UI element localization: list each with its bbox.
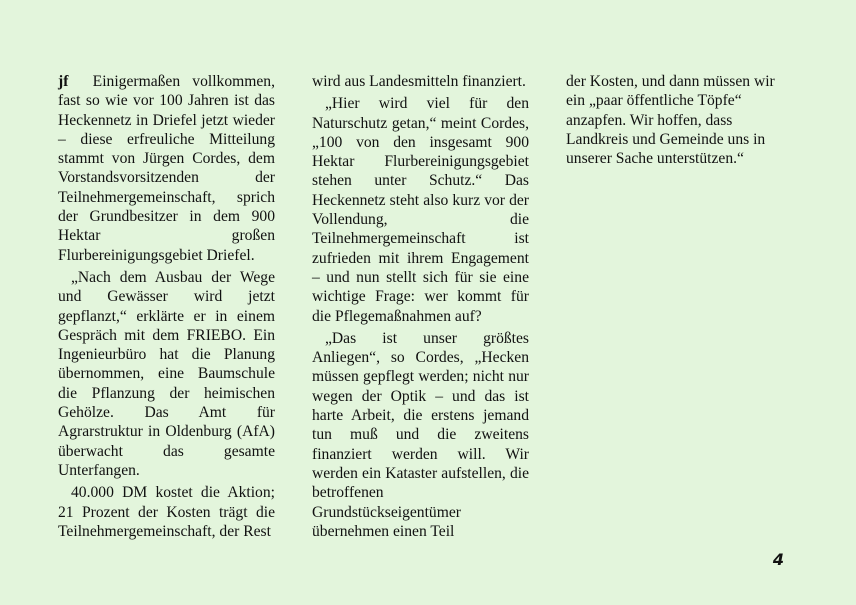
paragraph-text: Einigermaßen vollkommen, fast so wie vor 100 Jahren ist das Heckennetz in Driefel jetzt wieder – diese erfreuliche Mitteilung stammt von Jürgen Cordes, dem Vorstandsvorsitzenden der Teilnehmergemeinschaft, sprich der Grundbesitzer in dem 900 Hektar großen Flurbereinigungsgebiet Driefel. [58,73,276,264]
paragraph: wird aus Landesmitteln finanziert. [312,73,526,90]
author-initials: jf [58,73,69,90]
paragraph: „Das ist unser größtes Anliegen“, so Cordes, „Hecken müssen gepflegt werden; nicht nur wegen der Optik – und das ist harte Arbeit, die erstens jemand tun muß und die zweitens finanziert werden will. Wir werden ein Kataster aufstellen, die betroffenen Grundstückseigentümer übernehmen einen Teil [312,329,529,540]
paragraph: der Kosten, und dann müssen wir ein „paar öffentliche Töpfe“ anzapfen. Wir hoffen, dass Landkreis und Gemeinde uns in unserer Sache unterstützen.“ [566,73,775,168]
paragraph: „Hier wird viel für den Naturschutz getan,“ meint Cordes, „100 von den insgesamt 900 Hektar Flurbereinigungsgebiet stehen unter Schutz.“ Das Heckennetz steht also kurz vor der Vollendung, die Teilnehmergemeinschaft ist zufrieden mit ihrem Engagement – und nun stellt sich für sie eine wichtige Frage: wer kommt für die Pflegemaßnahmen auf? [312,95,529,325]
paragraph: „Nach dem Ausbau der Wege und Gewässer wird jetzt gepflanzt,“ erklärte er in einem Gespräch mit dem FRIEBO. Ein Ingenieurbüro hat die Planung übernommen, eine Baumschule die Pflanzung der heimischen Gehölze. Das Amt für Agrarstruktur in Oldenburg (AfA) überwacht das gesamte Unterfangen. [58,268,275,479]
text-column-3 [566,72,783,171]
page-number: 4 [772,550,784,569]
paragraph: 40.000 DM kostet die Aktion; 21 Prozent der Kosten trägt die Teilnehmergemeinschaft, der Rest [58,484,275,540]
text-column-2 [312,72,529,544]
text-column-1 [58,72,275,544]
paragraph [58,72,275,265]
